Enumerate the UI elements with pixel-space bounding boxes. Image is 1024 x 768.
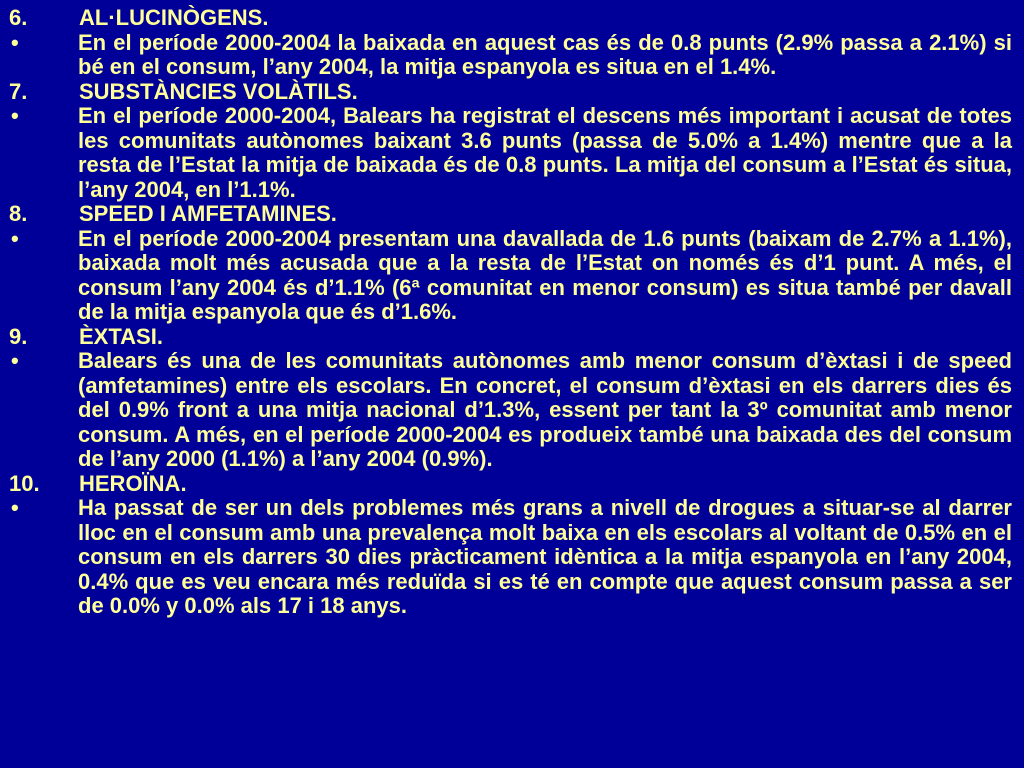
paragraph-text: En el període 2000-2004, Balears ha registrat el descens més important i acusat de totes les comunitats autònomes baixant 3.6 punts (passa de 5.0% a 1.4%) mentre que a la resta de l’Estat la mitja de baixada és de 0.8 punts. La mitja del consum a l’Estat és situa, l’any 2004, en l’1.1%.	[78, 103, 1012, 202]
bullet-icon: •	[11, 225, 19, 251]
paragraph-text: En el període 2000-2004 la baixada en aquest cas és de 0.8 punts (2.9% passa a 2.1%) si bé en el consum, l’any 2004, la mitja espanyola es situa en el 1.4%.	[78, 29, 1012, 79]
section-heading-10	[8, 472, 1012, 497]
section-title: ÈXTASI.	[79, 323, 163, 349]
section-paragraph-8	[8, 227, 1012, 325]
section-paragraph-7	[8, 104, 1012, 202]
section-heading-8	[8, 202, 1012, 227]
section-title: HEROÏNA.	[79, 470, 187, 496]
paragraph-text: Ha passat de ser un dels problemes més grans a nivell de drogues a situar-se al darrer lloc en el consum amb una prevalença molt baixa en els escolars al voltant de 0.5% en el consum en els darrers 30 dies pràcticament idèntica a la mitja espanyola en l’any 2004, 0.4% que es veu encara més reduïda si es té en compte que aquest consum passa a ser de 0.0% y 0.0% als 17 i 18 anys.	[78, 495, 1012, 618]
bullet-icon: •	[11, 348, 19, 373]
section-heading-6	[8, 6, 1012, 31]
section-number: 10.	[9, 470, 40, 496]
paragraph-text: En el període 2000-2004 presentam una davallada de 1.6 punts (baixam de 2.7% a 1.1%), baixada molt més acusada que a la resta de l’Estat on només és d’1 punt. A més, el consum l’any 2004 és d’1.1% (6ª comunitat en menor consum) es situa també per davall de la mitja espanyola que és d’1.6%.	[78, 225, 1012, 324]
section-title: SPEED I AMFETAMINES.	[79, 201, 337, 226]
section-heading-9	[8, 325, 1012, 350]
paragraph-text: Balears és una de les comunitats autònomes amb menor consum d’èxtasi i de speed (amfetamines) entre els escolars. En concret, el consum d’èxtasi en els darrers dies és del 0.9% front a una mitja nacional d’1.3%, essent per tant la 3º comunitat amb menor consum. A més, en el període 2000-2004 es produeix també una baixada des del consum de l’any 2000 (1.1%) a l’any 2004 (0.9%).	[78, 348, 1012, 471]
section-paragraph-6	[8, 31, 1012, 80]
section-number: 6.	[9, 5, 28, 30]
section-title: AL·LUCINÒGENS.	[79, 5, 269, 30]
section-number: 9.	[9, 323, 28, 349]
section-paragraph-9	[8, 349, 1012, 472]
section-number: 8.	[9, 201, 28, 226]
bullet-icon: •	[11, 495, 19, 520]
section-title: SUBSTÀNCIES VOLÀTILS.	[79, 78, 358, 104]
section-heading-7	[8, 80, 1012, 105]
bullet-icon: •	[11, 29, 19, 55]
section-number: 7.	[9, 78, 28, 104]
bullet-icon: •	[11, 103, 19, 128]
section-paragraph-10	[8, 496, 1012, 619]
